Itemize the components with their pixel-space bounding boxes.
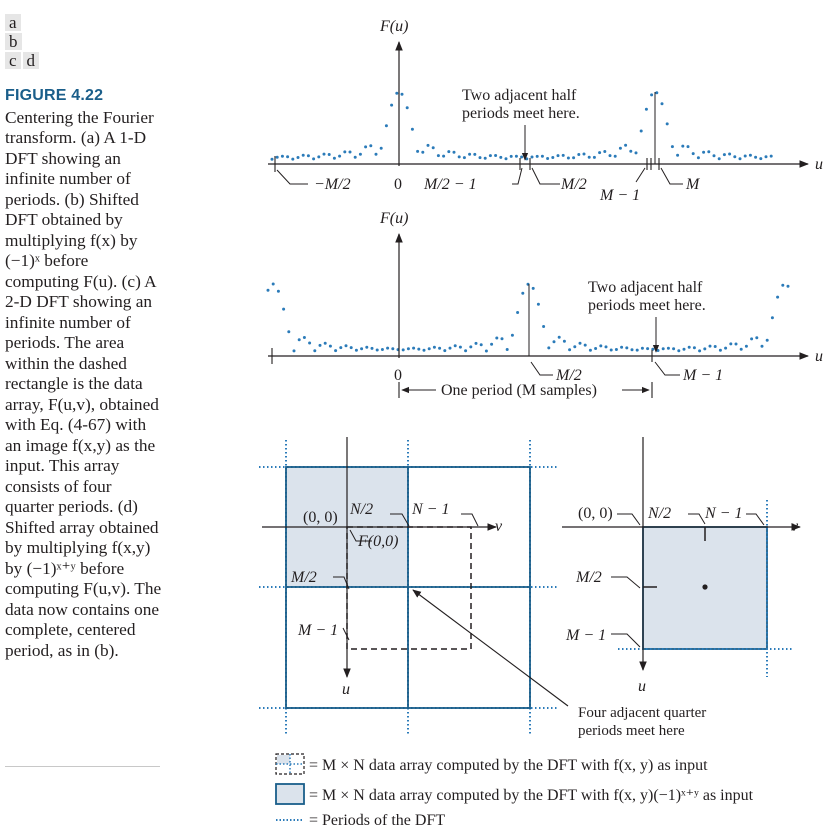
dft-sample [641, 347, 644, 350]
dft-sample [584, 344, 587, 347]
dft-sample [577, 153, 580, 156]
dft-sample [593, 156, 596, 159]
dft-sample [391, 347, 394, 350]
dft-sample [661, 102, 664, 105]
dft-sample [688, 346, 691, 349]
dft-sample [473, 153, 476, 156]
panel-c-origin-label: (0, 0) [303, 509, 338, 526]
dft-sample [749, 154, 752, 157]
dft-sample [407, 347, 410, 350]
dft-sample [693, 346, 696, 349]
panel-a-tick-half-minus-1: M/2 − 1 [424, 176, 477, 193]
dft-sample [558, 336, 561, 339]
dft-sample [313, 349, 316, 352]
panel-tag-b: b [5, 33, 22, 50]
dft-sample [525, 157, 528, 160]
panel-d [562, 437, 800, 695]
panel-a-tick-m: M [686, 176, 700, 193]
panel-c-axis-u-label: u [342, 681, 350, 698]
dft-sample [636, 349, 639, 352]
dft-sample [359, 153, 362, 156]
dft-sample [494, 154, 497, 157]
dft-sample [350, 346, 353, 349]
dft-sample [442, 155, 445, 158]
dft-sample [333, 157, 336, 160]
dft-sample [583, 153, 586, 156]
panel-d-n-minus-1-label: N − 1 [705, 505, 743, 522]
dft-sample [427, 144, 430, 147]
dft-sample [681, 145, 684, 148]
dft-sample [735, 343, 738, 346]
dft-sample [291, 158, 294, 161]
dft-sample [312, 157, 315, 160]
dft-sample [603, 150, 606, 153]
dft-sample [395, 92, 398, 95]
dft-sample [272, 283, 275, 286]
dft-sample [750, 337, 753, 340]
dft-sample [703, 347, 706, 350]
dft-sample [546, 157, 549, 160]
dft-sample [501, 337, 504, 340]
dft-sample [286, 155, 289, 158]
dft-sample [553, 340, 556, 343]
dft-sample [506, 348, 509, 351]
dft-sample [714, 345, 717, 348]
dft-sample [729, 342, 732, 345]
panel-b [267, 210, 824, 399]
dft-sample [568, 348, 571, 351]
dft-sample [475, 342, 478, 345]
dft-sample [317, 155, 320, 158]
dft-sample [369, 144, 372, 147]
dft-sample [594, 347, 597, 350]
dft-sample [499, 156, 502, 159]
quarter-annotation-line-1: Four adjacent quarter [578, 705, 707, 721]
panel-c-n-minus-1-label: N − 1 [412, 501, 450, 518]
panel-d-m-half-label: M/2 [576, 569, 602, 586]
dft-sample [334, 349, 337, 352]
panel-a-tick-m-minus-1: M − 1 [600, 187, 641, 204]
dft-sample [386, 347, 389, 350]
dft-sample [677, 349, 680, 352]
panel-a-y-label: F(u) [380, 18, 409, 35]
dft-sample [432, 146, 435, 149]
panel-d-center-dot [702, 584, 707, 589]
dft-sample [657, 349, 660, 352]
panel-a [268, 18, 823, 204]
dft-sample [532, 287, 535, 290]
panel-c-m-minus-1-label: M − 1 [298, 622, 339, 639]
dft-sample [598, 151, 601, 154]
dft-sample [464, 349, 467, 352]
dft-sample [510, 155, 513, 158]
dft-sample [702, 151, 705, 154]
dft-sample [579, 342, 582, 345]
dft-sample [662, 347, 665, 350]
dft-sample [417, 348, 420, 351]
dft-sample [619, 147, 622, 150]
dft-sample [719, 349, 722, 352]
dft-sample [563, 340, 566, 343]
dft-sample [406, 106, 409, 109]
legend-swatch-dashed-array [276, 754, 304, 774]
dft-sample [605, 345, 608, 348]
dft-sample [324, 342, 327, 345]
dft-sample [479, 156, 482, 159]
dft-sample [728, 153, 731, 156]
panel-a-annotation-line-2: periods meet here. [462, 105, 580, 122]
dft-sample [624, 144, 627, 147]
dft-sample [542, 325, 545, 328]
panel-d-axis-u-label: u [638, 678, 646, 695]
panel-tag-c: c [5, 52, 21, 69]
dft-sample [620, 346, 623, 349]
dft-sample [631, 348, 634, 351]
dft-sample [338, 155, 341, 158]
dft-sample [267, 289, 270, 292]
dft-sample [495, 337, 498, 340]
dft-sample [759, 157, 762, 160]
panel-d-m-minus-1-label: M − 1 [566, 627, 607, 644]
panel-b-annotation-line-2: periods meet here. [588, 297, 706, 314]
panel-b-period-label: One period (M samples) [441, 382, 597, 399]
dft-sample [536, 155, 539, 158]
dft-sample [655, 91, 658, 94]
dft-sample [671, 145, 674, 148]
dft-sample [625, 346, 628, 349]
dft-sample [614, 155, 617, 158]
dft-sample [765, 155, 768, 158]
dft-sample [505, 157, 508, 160]
dft-sample [724, 347, 727, 350]
panel-a-annotation-line-1: Two adjacent half [462, 87, 577, 104]
dft-sample [401, 93, 404, 96]
dft-sample [672, 347, 675, 350]
dft-sample [385, 124, 388, 127]
dft-sample [588, 156, 591, 159]
dft-sample [787, 285, 790, 288]
panel-b-leaders [531, 362, 680, 375]
dft-sample [463, 156, 466, 159]
dft-sample [589, 349, 592, 352]
dft-sample [516, 311, 519, 314]
dft-sample [511, 334, 514, 337]
dft-sample [629, 150, 632, 153]
dft-sample [411, 128, 414, 131]
dft-sample [298, 338, 301, 341]
dft-sample [723, 153, 726, 156]
panel-d-origin-label: (0, 0) [578, 505, 613, 522]
dft-sample [328, 153, 331, 156]
dft-sample [718, 157, 721, 160]
dft-sample [293, 349, 296, 352]
dft-sample [744, 155, 747, 158]
panel-d-n-half-label: N/2 [648, 505, 672, 522]
dft-sample [698, 349, 701, 352]
panel-tag-d: d [23, 52, 40, 69]
dft-sample [303, 336, 306, 339]
panel-tag-a: a [5, 14, 21, 31]
dft-sample [287, 330, 290, 333]
dft-sample [739, 157, 742, 160]
dft-sample [447, 150, 450, 153]
dft-sample [364, 145, 367, 148]
dft-sample [416, 150, 419, 153]
dft-sample [770, 155, 773, 158]
panel-b-annotation-line-1: Two adjacent half [588, 279, 703, 296]
dft-sample [438, 347, 441, 350]
quarter-annotation-line-2: periods meet here [578, 723, 685, 739]
dft-sample [599, 344, 602, 347]
dft-sample [541, 155, 544, 158]
dft-sample [323, 153, 326, 156]
panel-a-x-label: u [815, 156, 823, 173]
dft-sample [683, 348, 686, 351]
dft-sample [551, 156, 554, 159]
panel-c-m-half-label: M/2 [291, 569, 317, 586]
dft-sample [319, 344, 322, 347]
panel-c-axis-v-label: v [495, 518, 503, 535]
dft-sample [354, 156, 357, 159]
dft-sample [713, 154, 716, 157]
dft-sample [390, 104, 393, 107]
dft-sample [433, 346, 436, 349]
dft-sample [371, 347, 374, 350]
dft-sample [469, 345, 472, 348]
dft-sample [761, 345, 764, 348]
dft-sample [776, 296, 779, 299]
dft-sample [609, 154, 612, 157]
panel-b-x-label: u [815, 348, 823, 365]
legend-swatch-shifted-array [276, 784, 304, 804]
dft-sample [343, 150, 346, 153]
dft-sample [329, 345, 332, 348]
panel-b-tick-half: M/2 [556, 367, 582, 384]
dft-sample [687, 145, 690, 148]
panel-c-quarter-arrow [413, 590, 568, 706]
dft-sample [692, 152, 695, 155]
dft-sample [650, 93, 653, 96]
dft-sample [428, 347, 431, 350]
dft-sample [412, 347, 415, 350]
dft-sample [547, 346, 550, 349]
dft-sample [454, 344, 457, 347]
dft-sample [375, 153, 378, 156]
dft-sample [282, 308, 285, 311]
dft-sample [281, 155, 284, 158]
panel-b-dft-samples [267, 283, 790, 353]
panel-c-f00-label: F(0,0) [358, 533, 399, 550]
dft-sample [355, 349, 358, 352]
dft-sample [307, 154, 310, 157]
dft-sample [489, 154, 492, 157]
dft-sample [437, 154, 440, 157]
dft-sample [339, 346, 342, 349]
dft-sample [640, 130, 643, 133]
legend-item-periods: = Periods of the DFT [309, 812, 446, 829]
dft-sample [380, 147, 383, 150]
dft-sample [423, 349, 426, 352]
dft-sample [459, 346, 462, 349]
dft-sample [537, 303, 540, 306]
dft-sample [646, 347, 649, 350]
caption-text: Centering the Fourier transform. (a) A 1-D DFT showing an infinite number of periods. (b) Shifted DFT obtained by multiplying f(x) by (−1)ˣ before computing F(u). (c) A 2-D DFT showing an infinite number of periods. The area within the dashed rectangle is the data array, F(u,v), obtained with Eq. (4-67) with an image f(x,y) as the input. This array consists of four quarter periods. (d) Shifted array obtained by multiplying f(x,y) by (−1)ˣ⁺ʸ before computing F(u,v). The data now contains one complete, centered period, as in (b). [5, 107, 162, 660]
dft-sample [515, 155, 518, 158]
dft-sample [572, 156, 575, 159]
legend-item-shifted-array: = M × N data array computed by the DFT with f(x, y)(−1)ˣ⁺ʸ as input [309, 787, 754, 804]
dft-sample [484, 157, 487, 160]
dft-sample [276, 156, 279, 159]
dft-sample [610, 349, 613, 352]
panel-b-tick-m-minus-1: M − 1 [683, 367, 724, 384]
dft-sample [277, 290, 280, 293]
dft-sample [458, 155, 461, 158]
dft-sample [490, 343, 493, 346]
dft-sample [709, 345, 712, 348]
panel-b-y-label: F(u) [380, 210, 409, 227]
dft-sample [754, 156, 757, 159]
panel-a-tick-neg-half: −M/2 [314, 176, 351, 193]
dft-sample [376, 349, 379, 352]
dft-sample [349, 151, 352, 154]
dft-sample [635, 151, 638, 154]
panel-d-axis-v-label: v [791, 518, 799, 535]
dft-sample [271, 158, 274, 161]
dft-sample [480, 343, 483, 346]
dft-sample [485, 350, 488, 353]
dft-sample [781, 284, 784, 287]
panel-b-tick-zero: 0 [394, 367, 402, 384]
legend-item-dashed-array: = M × N data array computed by the DFT with f(x, y) as input [309, 757, 708, 774]
panel-c [259, 437, 568, 735]
dft-sample [745, 345, 748, 348]
dft-sample [381, 348, 384, 351]
panel-c-n-half-label: N/2 [350, 501, 374, 518]
dft-sample [707, 150, 710, 153]
figure-number: FIGURE 4.22 [5, 87, 104, 104]
dft-sample [562, 154, 565, 157]
dft-sample [771, 316, 774, 319]
dft-sample [697, 156, 700, 159]
dft-sample [531, 156, 534, 159]
dft-sample [733, 155, 736, 158]
dft-sample [645, 108, 648, 111]
panel-a-tick-zero: 0 [394, 176, 402, 193]
dft-sample [468, 153, 471, 156]
panel-a-tick-half: M/2 [561, 176, 587, 193]
dft-sample [755, 336, 758, 339]
dft-sample [443, 349, 446, 352]
dft-sample [402, 348, 405, 351]
legend [276, 754, 754, 829]
dft-sample [567, 157, 570, 160]
dft-sample [360, 347, 363, 350]
dft-sample [615, 348, 618, 351]
dft-sample [521, 292, 524, 295]
dft-sample [421, 151, 424, 154]
dft-sample [365, 346, 368, 349]
dft-sample [345, 344, 348, 347]
dft-sample [573, 345, 576, 348]
dft-sample [766, 339, 769, 342]
dft-sample [308, 342, 311, 345]
dft-sample [740, 348, 743, 351]
dft-sample [297, 156, 300, 159]
dft-sample [449, 347, 452, 350]
dft-sample [557, 154, 560, 157]
dft-sample [667, 347, 670, 350]
dft-sample [666, 122, 669, 125]
dft-sample [453, 151, 456, 154]
dft-sample [302, 154, 305, 157]
dft-sample [676, 154, 679, 157]
